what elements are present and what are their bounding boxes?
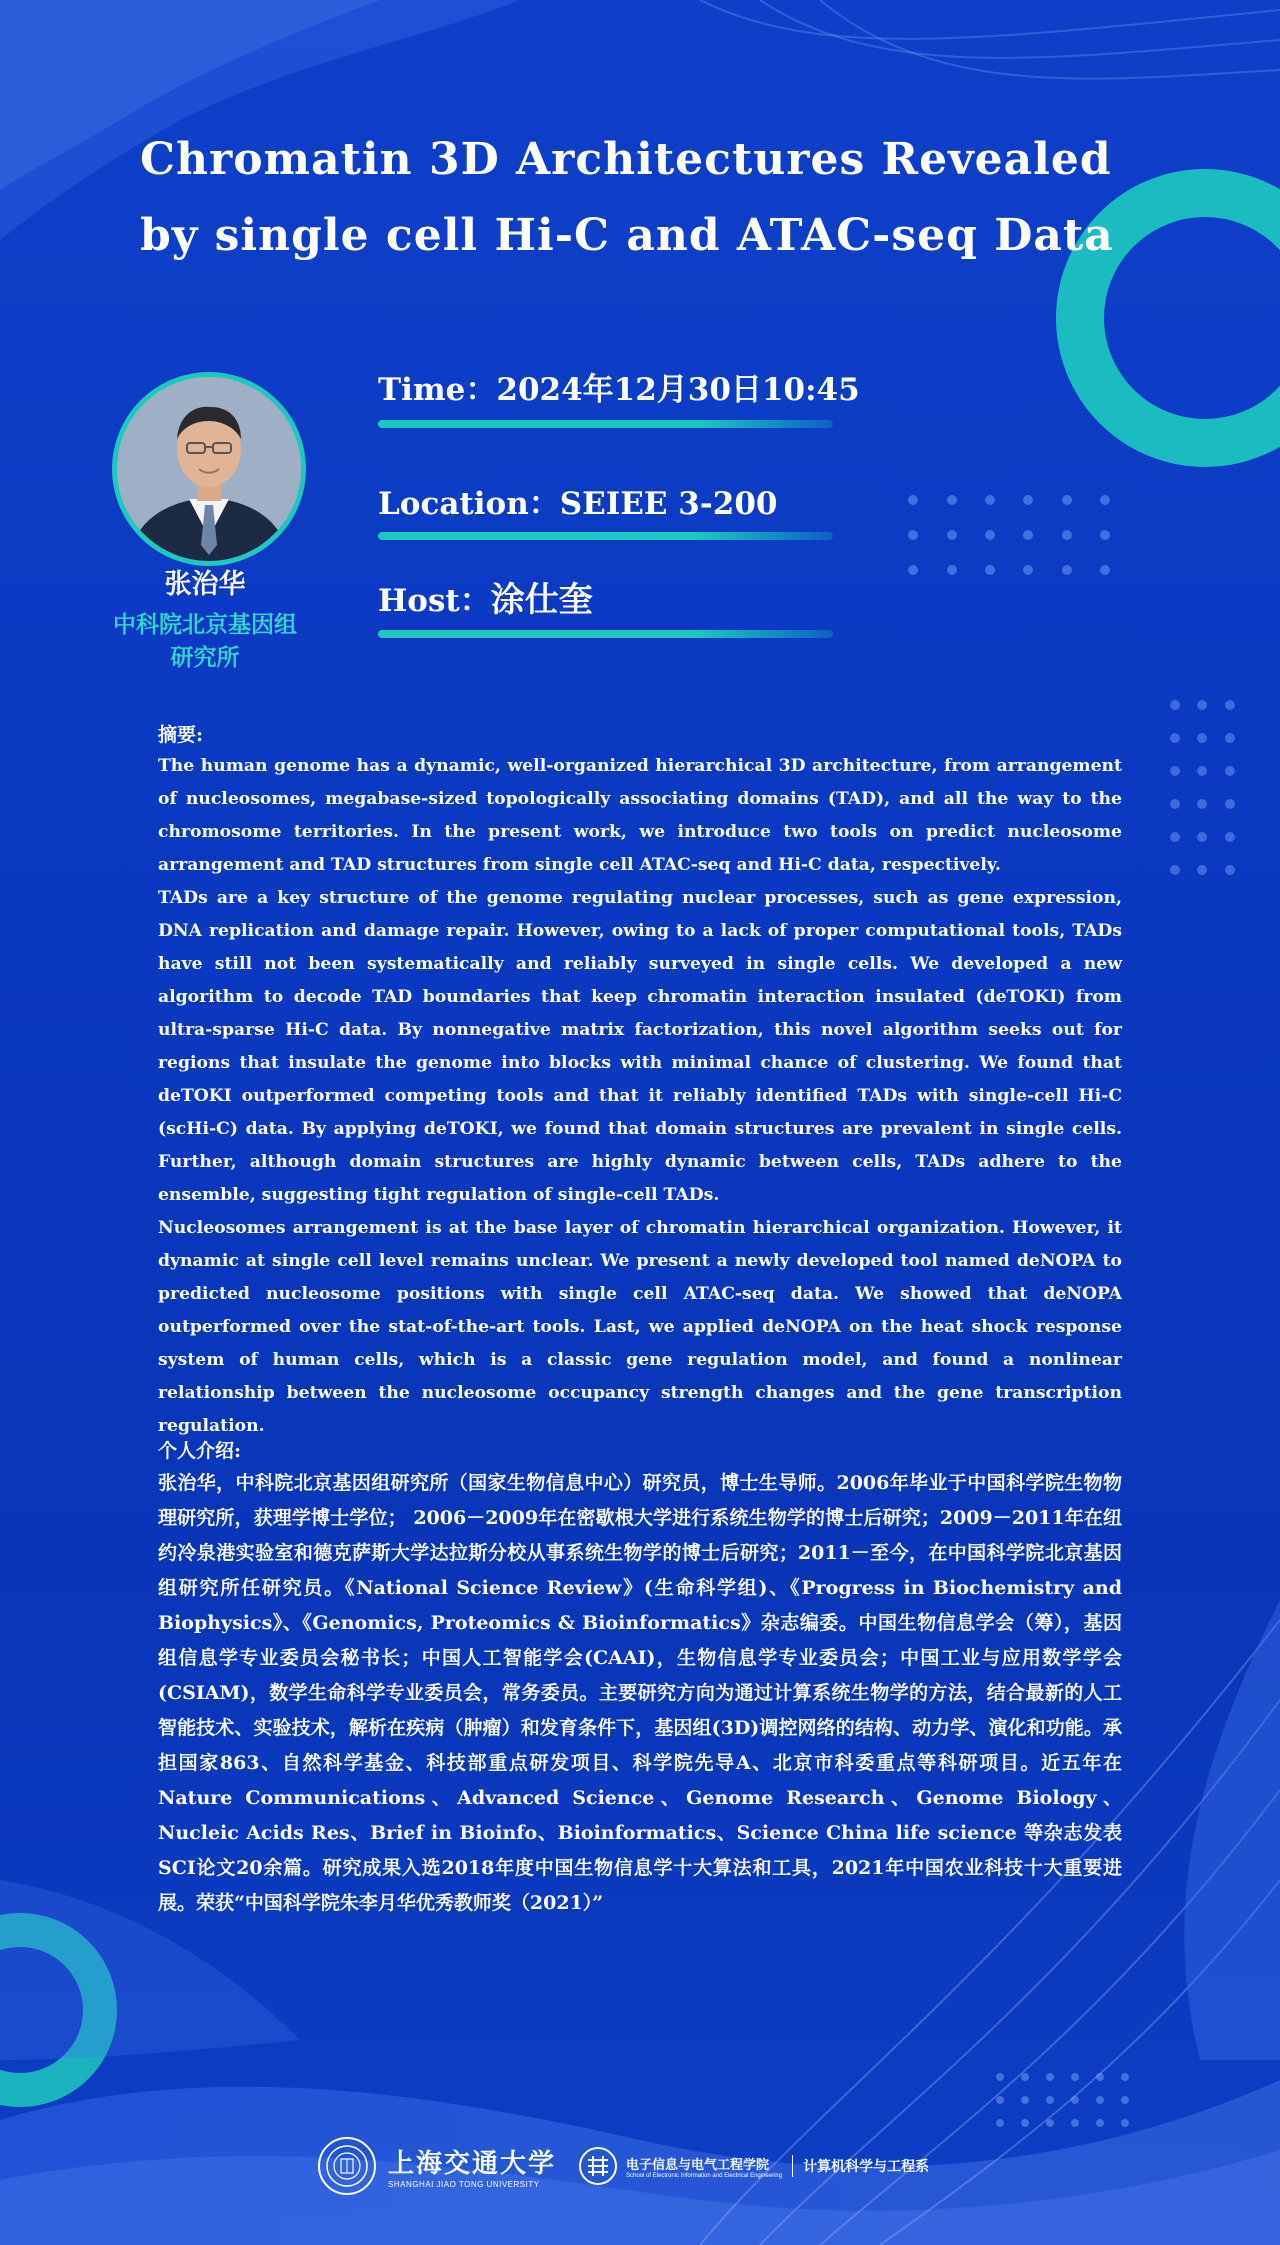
abstract-paragraph-2: TADs are a key structure of the genome regulating nuclear processes, such as gene expression, DNA replication and damage repair. However, owing to a lack of proper computational tools, TADs have still not been systematically and reliably surveyed in single cells. We developed a new algorithm to decode TAD boundaries that keep chromatin interaction insulated (deTOKI) from ultra-sparse Hi-C data. By nonnegative matrix factorization, this novel algorithm seeks out for regions that insulate the genome into blocks with minimal chance of clustering. We found that deTOKI outperformed competing tools and that it reliably identified TADs with single-cell Hi-C (scHi-C) data. By applying deTOKI, we found that domain structures are prevalent in single cells. Further, although domain structures are highly dynamic between cells, TADs adhere to the ensemble, suggesting tight regulation of single-cell TADs. [158, 888, 1122, 1205]
abstract-heading: 摘要: [158, 724, 204, 746]
time-underline [378, 420, 833, 428]
footer-logos [318, 2136, 929, 2196]
title-line-1: Chromatin 3D Architectures Revealed [140, 134, 1112, 185]
abstract-paragraph-3: Nucleosomes arrangement is at the base layer of chromatin hierarchical organization. However, it dynamic at single cell level remains unclear. We present a newly developed tool named deNOPA to predicted nucleosome positions with single cell ATAC-seq data. We showed that deNOPA outperformed over the stat-of-the-art tools. Last, we applied deNOPA on the heat shock response system of human cells, which is a classic gene regulation model, and found a nonlinear relationship between the nucleosome occupancy strength changes and the gene transcription regulation. [158, 1218, 1122, 1436]
host-underline [378, 630, 833, 638]
speaker-photo [112, 372, 306, 566]
affiliation-line-1: 中科院北京基因组 [113, 611, 297, 638]
event-host [378, 572, 593, 621]
sjtu-name-cn: 上海交通大学 [388, 2149, 557, 2179]
cs-department-name: 计算机科学与工程系 [803, 2159, 930, 2175]
poster-title [140, 122, 1140, 274]
location-underline [378, 532, 833, 540]
seiee-name [626, 2154, 782, 2179]
host-label: Host： [378, 583, 491, 619]
abstract-body [158, 750, 1122, 1443]
affiliation-line-2: 研究所 [170, 644, 240, 671]
bio-heading: 个人介绍: [158, 1440, 242, 1462]
title-line-2: by single cell Hi-C and ATAC-seq Data [140, 210, 1114, 261]
bio-body [158, 1466, 1122, 1921]
speaker-name: 张治华 [164, 569, 246, 600]
seiee-name-cn: 电子信息与电气工程学院 [626, 2157, 770, 2173]
seiee-name-en: School of Electronic Information and Electrical Engineering [626, 2172, 783, 2179]
host-name: 涂仕奎 [490, 580, 593, 620]
sjtu-name-en: SHANGHAI JIAO TONG UNIVERSITY [388, 2180, 540, 2189]
speaker-affiliation [90, 608, 320, 674]
footer-divider [792, 2155, 793, 2177]
seiee-logo-icon [578, 2146, 618, 2186]
sjtu-name [388, 2143, 556, 2189]
sjtu-seal-icon [318, 2137, 376, 2195]
event-location: Location：SEIEE 3-200 [378, 486, 778, 522]
bio-paragraph: 张治华，中科院北京基因组研究所（国家生物信息中心）研究员，博士生导师。2006年毕业于中国科学院生物物理研究所，获理学博士学位； 2006－2009年在密歇根大学进行系统生物学的博士后研究；2009－2011年在纽约冷泉港实验室和德克萨斯大学达拉斯分校从事系统生物学的博士后研究；2011－至今，在中国科学院北京基因组研究所任研究员。《National Science Review》(生命科学组)、《Progress in Biochemistry and Biophysics》、《Genomics, Proteomics & Bioinformatics》杂志编委。中国生物信息学会（筹），基因组信息学专业委员会秘书长；中国人工智能学会(CAAI)，生物信息学专业委员会；中国工业与应用数学学会(CSIAM)，数学生命科学专业委员会，常务委员。主要研究方向为通过计算系统生物学的方法，结合最新的人工智能技术、实验技术，解析在疾病（肿瘤）和发育条件下，基因组(3D)调控网络的结构、动力学、演化和功能。承担国家863、自然科学基金、科技部重点研发项目、科学院先导A、北京市科委重点等科研项目。近五年在Nature Communications、Advanced Science、Genome Research、Genome Biology、Nucleic Acids Res、Brief in Bioinfo、Bioinformatics、Science China life science 等杂志发表SCI论文20余篇。研究成果入选2018年度中国生物信息学十大算法和工具，2021年中国农业科技十大重要进展。荣获“中国科学院朱李月华优秀教师奖（2021）” [158, 1472, 1122, 1914]
abstract-paragraph-1: The human genome has a dynamic, well-organized hierarchical 3D architecture, from arrangement of nucleosomes, megabase-sized topologically associating domains (TAD), and all the way to the chromosome territories. In the present work, we introduce two tools on predict nucleosome arrangement and TAD structures from single cell ATAC-seq and Hi-C data, respectively. [158, 756, 1122, 875]
event-time: Time：2024年12月30日10:45 [378, 372, 860, 408]
